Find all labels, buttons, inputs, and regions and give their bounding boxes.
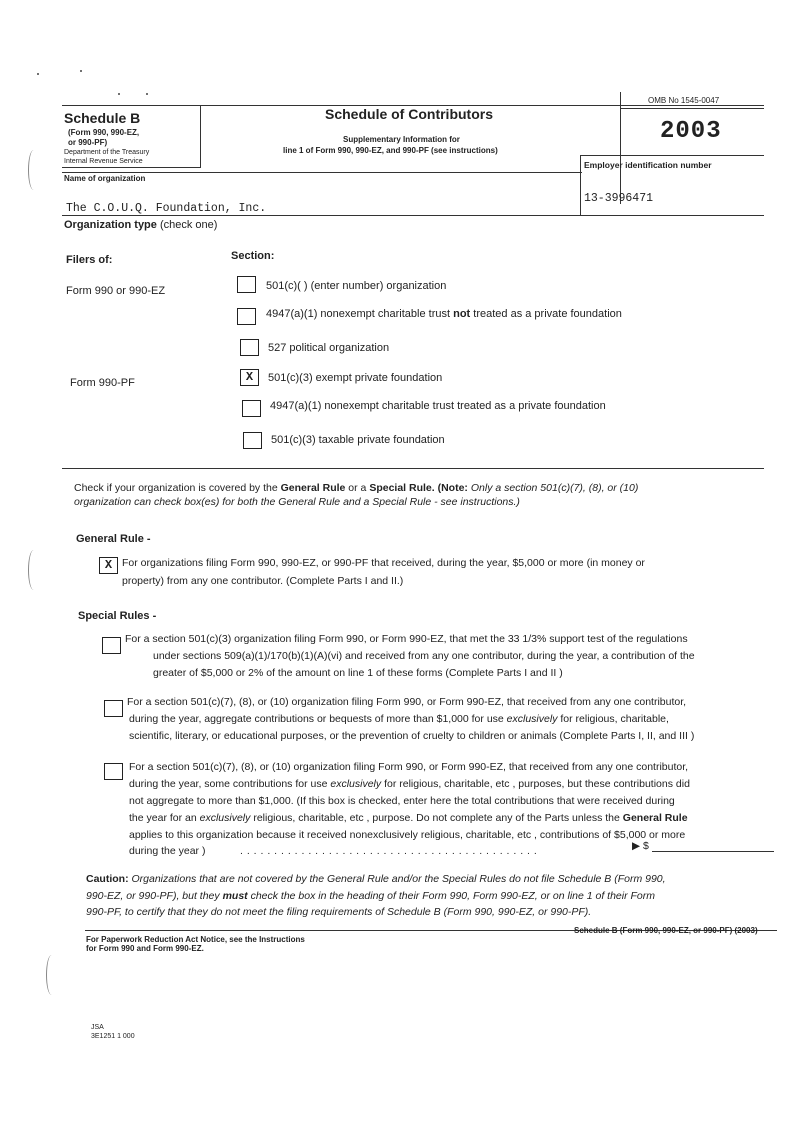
omb-number: OMB No 1545-0047 bbox=[648, 96, 720, 105]
special-rule-3-general-rule: General Rule bbox=[622, 812, 688, 824]
option-4947-pf-label: 4947(a)(1) nonexempt charitable trust treated as a private foundation bbox=[270, 400, 606, 412]
option-501c3-exempt-pf-label: 501(c)(3) exempt private foundation bbox=[268, 372, 443, 384]
checkbox-501c3-taxable-pf[interactable] bbox=[243, 432, 262, 449]
special-rules-heading: Special Rules - bbox=[78, 610, 157, 622]
option-527-label: 527 political organization bbox=[268, 342, 390, 354]
special-rule-3-line-6: during the year ) bbox=[129, 845, 206, 857]
header-left-divider bbox=[200, 105, 201, 167]
paperwork-notice-2: for Form 990 and Form 990-EZ. bbox=[86, 944, 204, 953]
org-type-label: Organization type bbox=[64, 219, 157, 231]
special-rule-2-line-2-a: during the year, aggregate contributions or bequests of more than $1,000 for use bbox=[129, 713, 507, 725]
name-top-rule bbox=[62, 172, 582, 173]
special-rule-3-line-2 bbox=[129, 776, 690, 792]
form-refs-2: or 990-PF) bbox=[68, 138, 108, 147]
schedule-title: Schedule B bbox=[64, 110, 141, 126]
option-501c-other-label: 501(c)( ) (enter number) organization bbox=[266, 280, 447, 292]
filer-990-label: Form 990 or 990-EZ bbox=[66, 285, 166, 297]
caution-line-2 bbox=[86, 888, 655, 904]
filer-990pf-label: Form 990-PF bbox=[70, 377, 135, 389]
form-subtitle-2: line 1 of Form 990, 990-EZ, and 990-PF (see instructions) bbox=[283, 146, 498, 155]
ein-label: Employer identification number bbox=[584, 160, 712, 170]
special-rule-2-line-1: For a section 501(c)(7), (8), or (10) organization filing Form 990, or Form 990-EZ, that received from any one contributor, bbox=[127, 696, 687, 708]
checkbox-501c3-exempt-pf[interactable]: X bbox=[240, 369, 259, 386]
filers-of-label: Filers of: bbox=[66, 254, 113, 266]
irs-label: Internal Revenue Service bbox=[64, 158, 143, 165]
tax-year: 2003 bbox=[660, 118, 722, 145]
caution-line-3: 990-PF, to certify that they do not meet the filing requirements of Schedule B (Form 990, 990-EZ, or 990-PF). bbox=[86, 906, 592, 918]
caution-must: must bbox=[222, 890, 248, 902]
special-rule-3-line-3: not aggregate to more than $1,000. (If this box is checked, enter here the total contributions that were received during bbox=[129, 795, 675, 807]
note-text: Only a section 501(c)(7), (8), or (10) bbox=[467, 482, 639, 494]
rules-intro-line-2: organization can check box(es) for both the General Rule and a Special Rule - see instructions.) bbox=[74, 496, 520, 508]
general-rule-line-2: property) from any one contributor. (Complete Parts I and II.) bbox=[122, 575, 404, 587]
special-rule-2-line-2-b: for religious, charitable, bbox=[557, 713, 669, 725]
special-rule-3-exclusively-1: exclusively bbox=[330, 778, 382, 790]
special-rule-2-line-3: scientific, literary, or educational purposes, or the prevention of cruelty to children or animals (Complete Parts I, II, and III ) bbox=[129, 730, 695, 742]
special-rule-3-line-1: For a section 501(c)(7), (8), or (10) organization filing Form 990, or Form 990-EZ, that received from any one contributor, bbox=[129, 761, 689, 773]
caution-label: Caution: bbox=[86, 873, 129, 885]
scan-speck bbox=[118, 93, 120, 95]
special-rule-1-line-3: greater of $5,000 or 2% of the amount on line 1 of these forms (Complete Parts I and II ) bbox=[153, 667, 563, 679]
special-rule-ref: Special Rule. bbox=[369, 482, 435, 494]
special-rule-3-arrow-dollar: ▶ $ bbox=[632, 840, 649, 852]
option-4947-text-b: treated as a private foundation bbox=[470, 308, 622, 320]
org-type-note: (check one) bbox=[159, 219, 218, 231]
hole-punch-mark bbox=[46, 955, 57, 995]
special-rule-2-exclusively: exclusively bbox=[506, 713, 558, 725]
special-rule-3-line-5: applies to this organization because it received nonexclusively religious, charitable, etc , contributions of $5,000 or more bbox=[129, 829, 686, 841]
caution-text-1: Organizations that are not covered by the General Rule and/or the Special Rules do not file Schedule B (Form 990, bbox=[128, 873, 666, 885]
option-4947-text-a: 4947(a)(1) nonexempt charitable trust bbox=[266, 308, 454, 320]
option-4947-not-pf-label bbox=[266, 308, 622, 320]
checkbox-527[interactable] bbox=[240, 339, 259, 356]
ein-value: 13-3996471 bbox=[584, 192, 654, 205]
special-rule-1-line-2: under sections 509(a)(1)/170(b)(1)(A)(vi) and received from any one contributor, during the year, a contribution of the bbox=[153, 650, 695, 662]
special-rule-1-line-1: For a section 501(c)(3) organization filing Form 990, or Form 990-EZ, that met the 33 1/3% support test of the regulations bbox=[125, 633, 688, 645]
caution-line-1 bbox=[86, 871, 666, 887]
checkbox-special-rule-3[interactable] bbox=[104, 763, 123, 780]
general-rule-ref: General Rule bbox=[280, 482, 346, 494]
hole-punch-mark bbox=[28, 550, 39, 590]
rules-intro-or: or a bbox=[345, 482, 370, 494]
special-rule-2-line-2 bbox=[129, 711, 669, 727]
scan-speck bbox=[146, 93, 148, 95]
checkbox-general-rule[interactable]: X bbox=[99, 557, 118, 574]
jsa-label: JSA bbox=[91, 1024, 104, 1031]
special-rule-3-exclusively-2: exclusively bbox=[199, 812, 251, 824]
special-rule-3-line-4-a: the year for an bbox=[129, 812, 200, 824]
org-type-heading bbox=[64, 219, 217, 231]
checkbox-4947-pf[interactable] bbox=[242, 400, 261, 417]
omb-rule bbox=[620, 108, 764, 109]
special-rule-3-leader-dots: . . . . . . . . . . . . . . . . . . . . . . . . . . . . . . . . . . . . . . . . . . . . bbox=[240, 845, 538, 857]
org-type-bottom-rule bbox=[62, 468, 764, 469]
special-rule-3-line-2-b: for religious, charitable, etc , purposes, but these contributions did bbox=[381, 778, 690, 790]
option-4947-not: not bbox=[453, 308, 471, 320]
form-refs: (Form 990, 990-EZ, bbox=[68, 128, 140, 137]
checkbox-special-rule-2[interactable] bbox=[104, 700, 123, 717]
general-rule-line-1: For organizations filing Form 990, 990-EZ, or 990-PF that received, during the year, $5,000 or more (in money or bbox=[122, 557, 645, 569]
special-rule-3-line-2-a: during the year, some contributions for use bbox=[129, 778, 331, 790]
org-name-label: Name of organization bbox=[64, 174, 146, 183]
option-501c3-taxable-pf-label: 501(c)(3) taxable private foundation bbox=[271, 434, 445, 446]
hole-punch-mark bbox=[28, 150, 39, 190]
ein-divider bbox=[580, 155, 581, 215]
note-label: (Note: bbox=[434, 482, 468, 494]
rules-intro-text: Check if your organization is covered by the bbox=[74, 482, 281, 494]
form-code: 3E1251 1 000 bbox=[91, 1033, 135, 1040]
year-rule bbox=[580, 155, 764, 156]
dept-treasury: Department of the Treasury bbox=[64, 149, 150, 156]
scan-speck bbox=[80, 70, 82, 72]
special-rule-3-line-4-b: religious, charitable, etc , purpose. Do not complete any of the Parts unless the bbox=[250, 812, 623, 824]
irs-rule bbox=[62, 167, 201, 168]
org-name-value: The C.O.U.Q. Foundation, Inc. bbox=[66, 202, 267, 215]
scan-speck bbox=[37, 73, 39, 75]
org-bottom-rule bbox=[62, 215, 764, 216]
caution-line-2-a: 990-EZ, or 990-PF), but they bbox=[86, 890, 223, 902]
checkbox-special-rule-1[interactable] bbox=[102, 637, 121, 654]
caution-line-2-b: check the box in the heading of their Form 990, Form 990-EZ, or on line 1 of their Form bbox=[247, 890, 656, 902]
form-subtitle-1: Supplementary Information for bbox=[343, 135, 460, 144]
checkbox-4947-not-pf[interactable] bbox=[237, 308, 256, 325]
checkbox-501c-other[interactable] bbox=[237, 276, 256, 293]
paperwork-notice-1: For Paperwork Reduction Act Notice, see the Instructions bbox=[86, 935, 305, 944]
section-label: Section: bbox=[231, 250, 275, 262]
schedule-footer-ref: Schedule B (Form 990, 990-EZ, or 990-PF) (2003) bbox=[574, 926, 758, 935]
special-rule-3-amount-line[interactable] bbox=[652, 851, 774, 852]
special-rule-3-line-4 bbox=[129, 810, 688, 826]
form-title: Schedule of Contributors bbox=[325, 106, 493, 122]
general-rule-heading: General Rule - bbox=[76, 533, 151, 545]
